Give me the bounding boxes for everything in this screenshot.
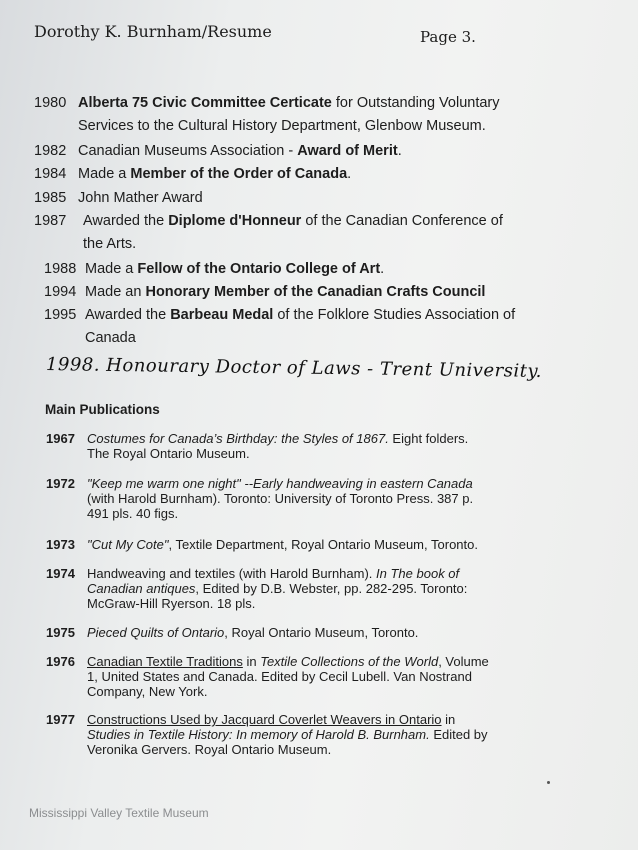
award-item: [44, 281, 604, 304]
publication-year: 1975: [46, 625, 75, 640]
publication-detail: , Edited by D.B. Webster, pp. 282-295. Toronto:: [195, 581, 468, 596]
award-rest: of the Canadian Conference of: [301, 213, 503, 229]
publication-title: Costumes for Canada’s Birthday: the Styles of 1867.: [87, 431, 389, 446]
award-pre: Canadian Museums Association -: [78, 143, 298, 159]
award-rest: of the Folklore Studies Association of: [273, 307, 516, 323]
publication-title: Canadian antiques: [87, 581, 196, 596]
award-rest: .: [397, 143, 402, 159]
publication-year: 1974: [46, 566, 75, 581]
publication-item: [46, 712, 566, 757]
award-bold: Barbeau Medal: [170, 307, 274, 323]
handwritten-note: 1998. Honourary Doctor of Laws - Trent University.: [45, 354, 543, 382]
publication-title: In The book of: [376, 566, 460, 581]
publication-title-underlined: Constructions Used by Jacquard Coverlet Weavers in Ontario: [87, 712, 442, 727]
award-bold: Award of Merit: [297, 143, 398, 159]
watermark: Mississippi Valley Textile Museum: [29, 806, 209, 820]
award-year: 1994: [44, 284, 77, 300]
award-rest: for Outstanding Voluntary: [331, 95, 500, 111]
publication-title-underlined: Canadian Textile Traditions: [87, 654, 243, 669]
publication-title: Textile Collections of the World: [260, 654, 439, 669]
publication-detail: Veronika Gervers. Royal Ontario Museum.: [87, 742, 332, 757]
publication-year: 1967: [46, 431, 75, 446]
publication-detail: Company, New York.: [87, 684, 208, 699]
publication-year: 1973: [46, 537, 75, 552]
award-continuation: Services to the Cultural History Department, Glenbow Museum.: [78, 118, 486, 134]
publication-detail: 1, United States and Canada. Edited by Cecil Lubell. Van Nostrand: [87, 669, 472, 684]
award-rest: .: [380, 261, 385, 277]
publication-title: Pieced Quilts of Ontario: [87, 625, 225, 640]
publication-detail: McGraw-Hill Ryerson. 18 pls.: [87, 596, 256, 611]
award-item: [44, 304, 604, 350]
page-number: Page 3.: [420, 28, 476, 46]
award-item: [34, 163, 594, 186]
award-rest: .: [347, 166, 352, 182]
award-bold: Fellow of the Ontario College of Art: [137, 261, 381, 277]
award-year: 1988: [44, 261, 77, 277]
award-pre: Made a: [78, 166, 131, 182]
section-title: Main Publications: [45, 402, 160, 417]
award-bold: Diplome d'Honneur: [168, 213, 302, 229]
award-item: [34, 210, 594, 256]
publication-detail: in: [242, 654, 261, 669]
award-item: [34, 92, 594, 138]
header-name: Dorothy K. Burnham/Resume: [34, 22, 272, 41]
award-year: 1987: [34, 213, 67, 229]
publication-detail: 491 pls. 40 figs.: [87, 506, 179, 521]
publication-detail: , Royal Ontario Museum, Toronto.: [224, 625, 419, 640]
award-year: 1995: [44, 307, 77, 323]
publication-item: [46, 625, 566, 640]
award-pre: John Mather Award: [78, 190, 203, 206]
publication-title: "Cut My Cote": [87, 537, 169, 552]
award-year: 1982: [34, 143, 67, 159]
publication-title: "Keep me warm one night" --Early handweaving in eastern Canada: [87, 476, 473, 491]
publication-item: [46, 566, 566, 611]
award-pre: Made a: [85, 261, 138, 277]
award-bold: Alberta 75 Civic Committee Certicate: [78, 95, 332, 111]
publication-detail: Handweaving and textiles (with Harold Burnham).: [87, 566, 377, 581]
award-year: 1985: [34, 190, 67, 206]
award-item: [34, 140, 594, 163]
publication-detail: (with Harold Burnham). Toronto: University of Toronto Press. 387 p.: [87, 491, 474, 506]
publication-detail: Edited by: [429, 727, 488, 742]
award-pre: Awarded the: [83, 213, 169, 229]
award-continuation: Canada: [85, 330, 136, 346]
award-item: [34, 187, 594, 210]
publication-item: [46, 537, 566, 552]
award-item: [44, 258, 604, 281]
publication-year: 1972: [46, 476, 75, 491]
publication-detail: , Volume: [438, 654, 489, 669]
publication-item: [46, 654, 566, 699]
publication-detail: in: [441, 712, 456, 727]
publication-title: Studies in Textile History: In memory of Harold B. Burnham.: [87, 727, 430, 742]
award-year: 1980: [34, 95, 67, 111]
publication-year: 1977: [46, 712, 75, 727]
publication-detail: , Textile Department, Royal Ontario Museum, Toronto.: [168, 537, 478, 552]
award-bold: Member of the Order of Canada: [130, 166, 348, 182]
award-bold: Honorary Member of the Canadian Crafts Council: [145, 284, 486, 300]
publication-detail: The Royal Ontario Museum.: [87, 446, 250, 461]
award-pre: Awarded the: [85, 307, 171, 323]
paper-speck: [547, 781, 550, 784]
award-pre: Made an: [85, 284, 146, 300]
publication-item: [46, 476, 566, 521]
award-year: 1984: [34, 166, 67, 182]
publication-item: [46, 431, 566, 461]
award-continuation: the Arts.: [83, 236, 137, 252]
publication-year: 1976: [46, 654, 75, 669]
publication-detail: Eight folders.: [388, 431, 469, 446]
